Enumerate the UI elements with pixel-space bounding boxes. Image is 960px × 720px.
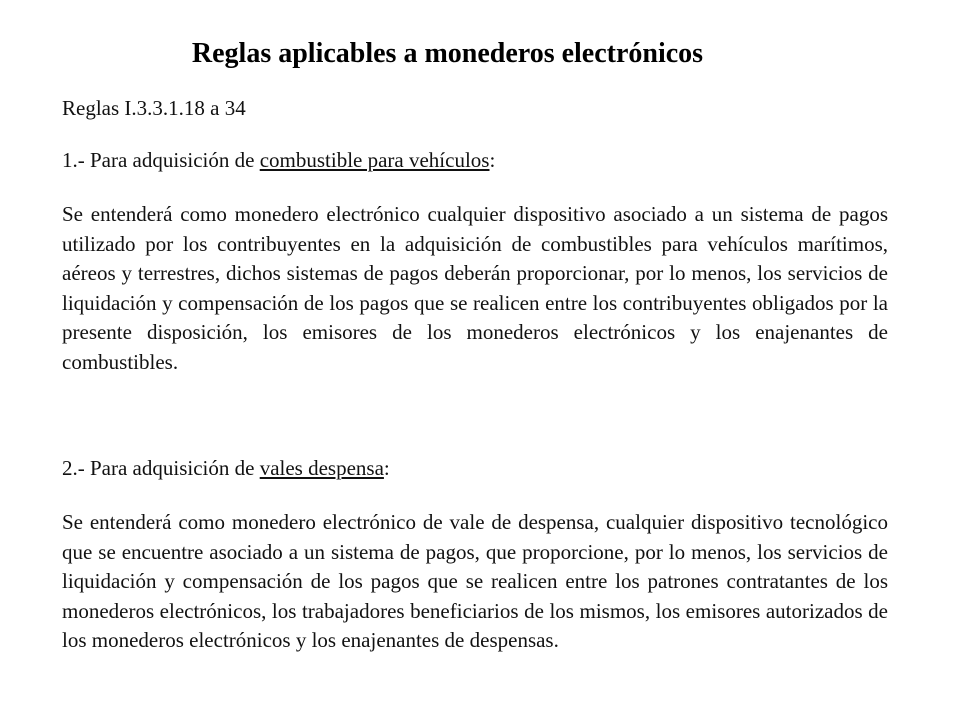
section-2-heading-suffix: : xyxy=(383,456,390,480)
section-1-heading-suffix: : xyxy=(489,148,496,172)
section-1-heading xyxy=(62,146,495,174)
section-1-heading-prefix: 1.- Para adquisición de xyxy=(62,148,260,172)
rules-reference: Reglas I.3.3.1.18 a 34 xyxy=(62,96,246,120)
section-1-heading-underlined: combustible para vehículos xyxy=(259,148,490,172)
section-1-paragraph: Se entenderá como monedero electrónico cualquier dispositivo asociado a un sistema de pagos utilizado por los contribuyentes en la adquisición de combustibles para vehículos marítimos, aéreos y terrestres, dichos sistemas de pagos deberán proporcionar, por lo menos, los servicios de liquidación y compensación de los pagos que se realicen entre los contribuyentes obligados por la presente disposición, los emisores de los monederos electrónicos y los enajenantes de combustibles. xyxy=(62,202,888,374)
slide-title: Reglas aplicables a monederos electrónicos xyxy=(191,38,704,69)
section-2-paragraph: Se entenderá como monedero electrónico de vale de despensa, cualquier dispositivo tecnológico que se encuentre asociado a un sistema de pagos, que proporcione, por lo menos, los servicios de liquidación y compensación de los pagos que se realicen entre los patrones contratantes de los monederos electrónicos, los trabajadores beneficiarios de los mismos, los emisores autorizados de los monederos electrónicos y los enajenantes de despensas. xyxy=(62,510,888,652)
section-2-heading-underlined: vales despensa xyxy=(259,456,384,480)
section-2-heading xyxy=(62,454,390,482)
section-2-heading-prefix: 2.- Para adquisición de xyxy=(62,456,260,480)
